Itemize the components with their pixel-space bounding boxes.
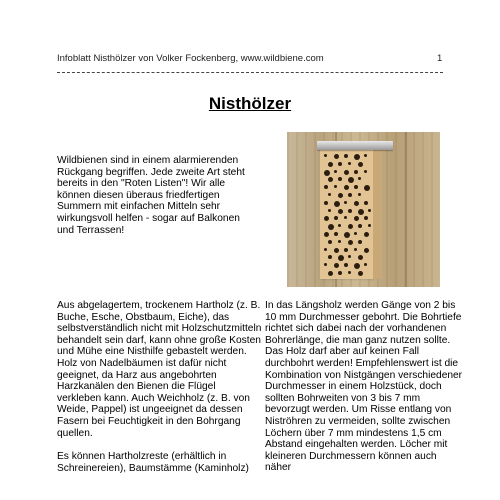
drilled-hole	[328, 209, 331, 212]
drilled-hole	[328, 240, 332, 244]
drilled-hole	[334, 154, 339, 159]
drilled-hole	[344, 154, 348, 158]
drilled-hole	[338, 255, 344, 261]
drilled-hole	[328, 177, 333, 182]
drilled-hole	[348, 240, 353, 245]
drilled-hole	[348, 162, 351, 165]
drilled-hole	[328, 255, 332, 259]
drilled-hole	[364, 248, 369, 253]
drilled-hole	[328, 224, 334, 230]
drilled-hole	[364, 232, 369, 237]
metal-roof	[317, 141, 393, 150]
drilled-hole	[348, 193, 352, 197]
drilled-hole	[338, 162, 342, 166]
drilled-hole	[344, 248, 348, 252]
drilled-hole	[364, 154, 367, 157]
drilled-hole	[324, 248, 327, 251]
drilled-hole	[354, 154, 360, 160]
drilled-hole	[348, 177, 354, 183]
right-column	[265, 300, 465, 486]
left-paragraph-2: Es können Hartholzreste (erhältlich in Schreinereien), Baumstämme (Kaminholz)	[57, 451, 249, 474]
drilled-hole	[334, 170, 337, 173]
drilled-hole	[364, 185, 370, 191]
drilled-hole	[354, 248, 357, 251]
block-side	[373, 149, 382, 279]
drilled-hole	[354, 216, 359, 221]
left-paragraph-1: Aus abgelagertem, trockenem Hartholz (z. B. Buche, Esche, Obstbaum, Eiche), das selbstverständlich nicht mit Holzschutzmitteln behandelt sein darf, kann ohne große Kosten und Mühe eine Nisthilfe gebastelt werden. Holz von Nadelbäumen ist dafür nicht geeignet, da Harz aus angebohrten Harzkanälen den Bienen die Flügel verkleben kann. Auch Weichholz (z. B. von Weide, Pappel) ist ungeeignet da dessen Fasern bei Feuchtigkeit in den Bohrgang quellen.	[57, 300, 262, 439]
drilled-hole	[368, 224, 371, 227]
drilled-hole	[328, 193, 331, 196]
drilled-hole	[334, 185, 337, 188]
drilled-hole	[338, 240, 341, 243]
drilled-hole	[348, 271, 351, 274]
drilled-hole	[348, 224, 353, 229]
drilled-hole	[324, 216, 329, 221]
drilled-hole	[328, 162, 333, 167]
drilled-hole	[354, 232, 357, 235]
document-title: Nisthölzer	[208, 94, 292, 113]
drilled-hole	[324, 232, 329, 237]
drilled-hole	[358, 255, 363, 260]
drilled-hole	[338, 224, 341, 227]
drilled-hole	[344, 201, 347, 204]
drilled-hole	[368, 209, 371, 212]
drilled-hole	[344, 263, 348, 267]
drilled-hole	[354, 170, 358, 174]
drilled-hole	[334, 248, 339, 253]
drilled-hole	[334, 216, 338, 220]
drilled-hole	[324, 154, 327, 157]
drilled-hole	[324, 201, 328, 205]
drilled-hole	[324, 185, 328, 189]
header-divider	[57, 72, 443, 73]
drilled-hole	[354, 201, 359, 206]
drilled-hole	[334, 263, 339, 268]
drilled-hole	[324, 170, 330, 176]
drilled-hole	[324, 263, 327, 266]
drilled-hole	[328, 271, 333, 276]
drilled-hole	[348, 255, 351, 258]
drilled-hole	[344, 185, 349, 190]
drilled-hole	[344, 232, 350, 238]
drilled-hole	[358, 162, 363, 167]
drilled-hole	[358, 177, 361, 180]
intro-paragraph: Wildbienen sind in einem alarmierenden Rückgang begriffen. Jede zweite Art steht bereits in den "Roten Listen"! Wir alle können diesen überaus friedfertigen Summern mit einfachen Mitteln sehr wirkungsvoll helfen - sogar auf Balkonen und Terrassen!	[57, 155, 245, 236]
drilled-hole	[338, 209, 343, 214]
drilled-wood-block	[320, 149, 373, 279]
drilled-hole	[344, 170, 349, 175]
page-number: 1	[437, 53, 443, 64]
drilled-hole	[358, 240, 362, 244]
drilled-hole	[358, 224, 362, 228]
drilled-hole	[334, 201, 340, 207]
wall-seam	[405, 132, 407, 287]
drilled-hole	[364, 216, 368, 220]
drilled-hole	[358, 193, 361, 196]
right-paragraph-1: In das Längsholz werden Gänge von 2 bis 10 mm Durchmesser gebohrt. Die Bohrtiefe richtet sich dabei nach der vorhandenen Bohrerlänge, die man ganz nutzen sollte. Das Holz darf aber auf keinen Fall durchbohrt werden! Empfehlenswert ist die Kombination von Nistgängen verschiedener Durchmesser in einem Holzstück, doch sollten Bohrweiten von 3 bis 7 mm bevorzugt werden. Um Risse entlang von Niströhren zu vermeiden, sollte zwischen Löchern über 7 mm mindestens 1,5 cm Abstand eingehalten werden. Löcher mit kleineren Durchmessern können auch näher	[265, 300, 463, 474]
drilled-hole	[338, 177, 342, 181]
drilled-hole	[354, 263, 360, 269]
drilled-hole	[344, 216, 347, 219]
drilled-hole	[334, 232, 338, 236]
drilled-hole	[364, 201, 368, 205]
drilled-hole	[338, 271, 342, 275]
drilled-hole	[338, 193, 343, 198]
drilled-hole	[358, 209, 364, 215]
drilled-hole	[348, 209, 352, 213]
drilled-hole	[364, 263, 367, 266]
left-column	[57, 300, 262, 486]
drilled-hole	[354, 185, 358, 189]
drilled-hole	[364, 170, 367, 173]
page-header: Infoblatt Nisthölzer von Volker Fockenberg, www.wildbiene.com	[57, 53, 324, 64]
nesting-block-photo	[287, 132, 440, 287]
drilled-hole	[358, 271, 363, 276]
